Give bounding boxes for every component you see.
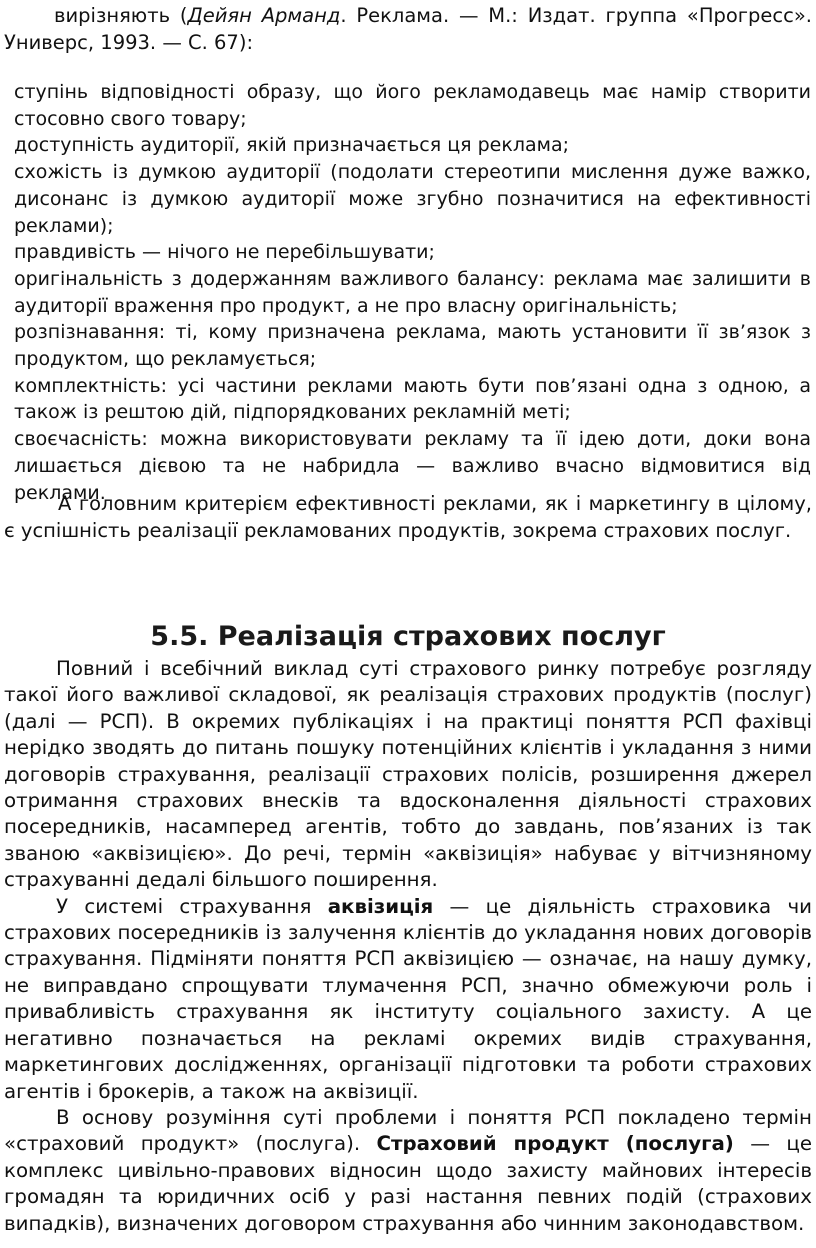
- criteria-item: своєчасність: можна використовувати рекламу та її ідею доти, доки вона лишається дієвою та не набридла — важливо вчасно відмовитися від реклами.: [14, 428, 811, 504]
- criteria-list: [14, 79, 811, 506]
- para3-after: — це комплекс цивільно-правових відносин щодо захисту майнових інтересів громадян та юридичних осіб у разі настання певних подій (страхових випадків), визначених договором страхування або чинним законодавством.: [4, 1132, 812, 1235]
- citation-prefix: вирізняють (: [54, 4, 188, 27]
- citation-author: Дейян Арманд: [187, 4, 341, 27]
- term-insurance-product: Страховий продукт (послуга): [376, 1132, 734, 1156]
- citation-paragraph: [4, 2, 812, 56]
- para2-after: — це діяльність страховика чи страхових посередників із залучення клієнтів до укладання нових договорів страхування. Підміняти поняття РСП аквізицією — означає, на нашу думку, не виправдано спрощувати тлумачення РСП, значно обмежуючи роль і привабливість страхування як інституту соціального захисту. А це негативно позначається на рекламі окремих видів страхування, маркетингових дослідженнях, організації підготовки та роботи страхових агентів і брокерів, а також на аквізиції.: [4, 894, 812, 1103]
- para2-before: У системі страхування: [56, 894, 328, 918]
- body-paragraph-1: Повний і всебічний виклад суті страхового ринку потребує розгляду такої його важливої складової, як реалізація страхових продуктів (послуг) (далі — РСП). В окремих публікаціях і на практиці поняття РСП фахівці нерідко зводять до питань пошуку потенційних клієнтів і укладання з ними договорів страхування, реалізації страхових полісів, розширення джерел отримання страхових внесків та вдосконалення діяльності страхових посередників, насамперед агентів, тобто до завдань, пов’язаних із так званою «аквізицією». До речі, термін «аквізиція» набуває у вітчизняному страхуванні дедалі більшого поширення.: [4, 657, 812, 892]
- criteria-item: розпізнавання: ті, кому призначена реклама, мають установити її зв’язок з продуктом, що рекламується;: [14, 321, 811, 371]
- citation-rest: . Реклама. — М.: Издат. группа «Прогресс». Универс, 1993. — С. 67):: [4, 4, 812, 54]
- summary-paragraph: А головним критерієм ефективності реклами, як і маркетингу в цілому, є успішність реалізації рекламованих продуктів, зокрема страхових послуг.: [4, 492, 812, 542]
- section-body: [4, 656, 812, 1237]
- criteria-item: ступінь відповідності образу, що його рекламодавець має намір створити стосовно свого товару;: [14, 81, 811, 130]
- criteria-item: комплектність: усі частини реклами мають бути пов’язані одна з одною, а також із рештою дій, підпорядкованих рекламній меті;: [14, 374, 811, 424]
- body-paragraph-3: [4, 1105, 812, 1237]
- summary-block: [4, 490, 812, 544]
- term-akvizytsiia: аквізиція: [327, 894, 434, 918]
- criteria-item: схожість із думкою аудиторії (подолати стереотипи мислення дуже важко, дисонанс із думкою аудиторії може згубно позначитися на ефективності реклами);: [14, 161, 811, 237]
- section-title: 5.5. Реалізація страхових послуг: [150, 621, 666, 653]
- body-paragraph-2: [4, 894, 812, 1105]
- para3-before: В основу розуміння суті проблеми і поняття РСП покладено термін «страховий продукт» (послуга).: [4, 1105, 812, 1156]
- criteria-item: правдивість — нічого не перебільшувати;: [14, 241, 435, 264]
- criteria-item: оригінальність з додержанням важливого балансу: реклама має залишити в аудиторії враження про продукт, а не про власну оригінальність;: [14, 267, 811, 317]
- criteria-item: доступність аудиторії, якій призначається ця реклама;: [14, 134, 569, 157]
